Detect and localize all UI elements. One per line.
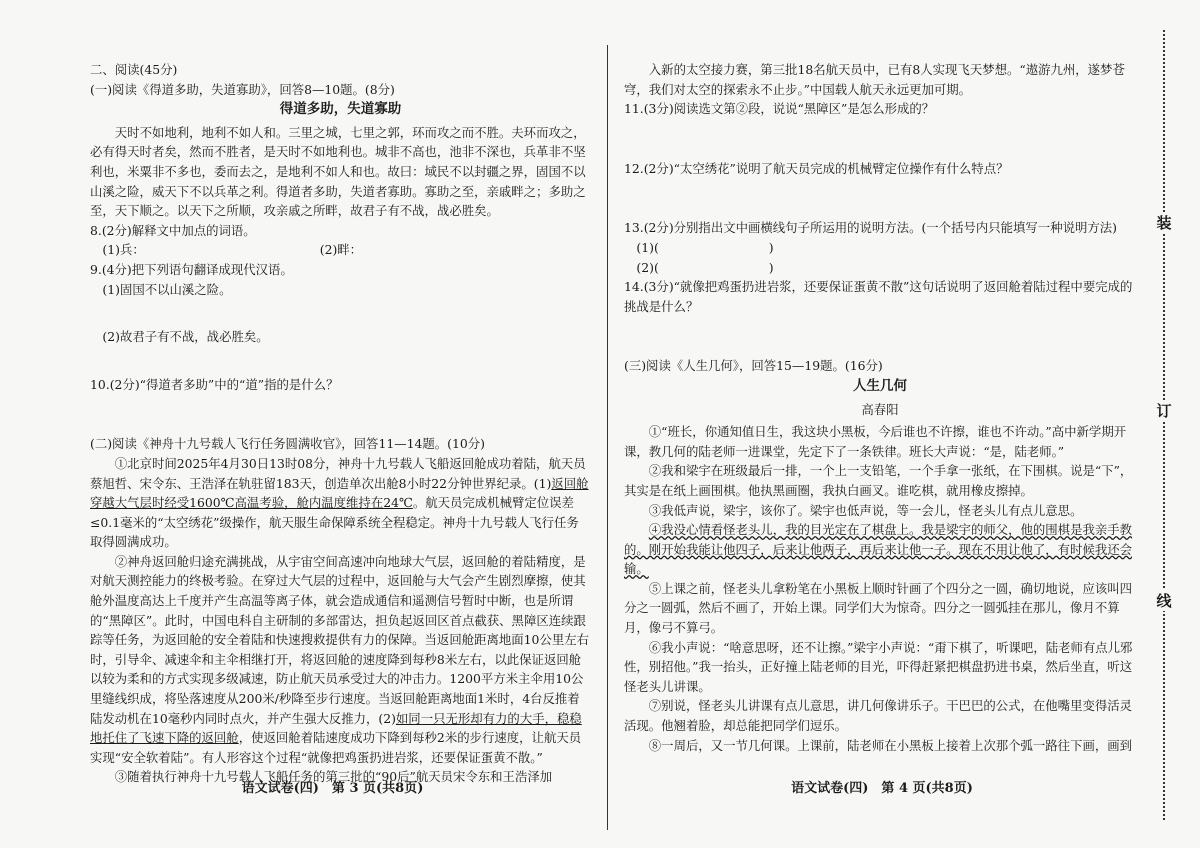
story-paragraph-4 <box>624 520 1136 579</box>
story-paragraph-7: ⑦别说，怪老头儿讲课有点儿意思，讲几何像讲乐子。干巴巴的公式，在他嘴里变得活灵活现。他翘着脸，却总能把同学们逗乐。 <box>624 698 1133 734</box>
q13-item-1: (1)( ) <box>636 239 774 255</box>
question-12: 12.(2分)“太空绣花”说明了航天员完成的机械臂定位操作有什么特点？ <box>624 160 1009 176</box>
section-title: 二、阅读(45分) <box>90 62 178 77</box>
q9-item-1: (1)固国不以山溪之险。 <box>102 281 232 297</box>
part2-header: (二)阅读《神舟十九号载人飞行任务圆满收官》，回答11—14题。(10分) <box>90 436 485 452</box>
story-paragraph-2: ②我和梁宇在班级最后一排，一个上一支铅笔，一个手拿一张纸，在下围棋。说是“下”，其实是在纸上画围棋。他执黑画圈，我执白画叉。谁吃棋，就用橡皮擦掉。 <box>624 463 1133 498</box>
story-paragraph-8: ⑧一周后，又一节几何课。上课前，陆老师在小黑板上接着上次那个弧一路往下画，画到 <box>648 737 1133 753</box>
story-paragraph-6: ⑥我小声说：“啥意思呀，还不让擦。”梁宇小声说：“甭下棋了，听课吧，陆老师有点儿邪性，别招他。”我一抬头，正好撞上陆老师的目光，吓得赶紧把棋盘扔进书桌，然后坐直，听这怪老头儿讲课。 <box>624 639 1133 694</box>
text1-paragraph: 天时不如地利，地利不如人和。三里之城，七里之郭，环而攻之而不胜。夫环而攻之，必有得天时者矣，然而不胜者，是天时不如地利也。城非不高也，池非不深也，兵革非不坚利也，米粟非不多也，委而去之，是地利不如人和也。故曰：域民不以封疆之界，固国不以山溪之险，威天下不以兵革之利。得道者多助，失道者寡助。寡助之至，亲戚畔之；多助之至，天下顺之。以天下之所顺，攻亲戚之所畔，故君子有不战，战必胜矣。 <box>90 124 586 219</box>
page-3-footer: 语文试卷(四) 第 3 页(共8页) <box>241 781 424 796</box>
text3-title: 人生几何 <box>853 377 907 394</box>
underlined-sentence-1: 返回舱穿越大气层时经受1600℃高温考验，舱内温度维持在24℃ <box>90 475 589 511</box>
part3-header: (三)阅读《人生几何》，回答15—19题。(16分) <box>624 358 883 374</box>
binding-label-ding: 订 <box>1153 400 1175 421</box>
q13-item-2: (2)( ) <box>636 259 774 275</box>
paragraph-3: ③随着执行神舟十九号载人飞船任务的第三批的“90后”航天员宋令东和王浩泽加 <box>114 769 553 785</box>
question-13: 13.(2分)分别指出文中画横线句子所运用的说明方法。(一个括号内只能填写一种说明方法) <box>624 220 1117 236</box>
question-10: 10.(2分)“得道者多助”中的“道”指的是什么？ <box>90 376 339 392</box>
story-paragraph-3: ③我低声说，梁宇，该你了。梁宇也低声说，等一会儿，怪老头儿有点儿意思。 <box>648 502 1083 518</box>
question-11: 11.(3分)阅读选文第②段，说说“黑障区”是怎么形成的？ <box>624 101 935 117</box>
text3-author: 高春阳 <box>861 401 899 417</box>
question-8: 8.(2分)解释文中加点的词语。 <box>90 222 256 238</box>
question-9: 9.(4分)把下列语句翻译成现代汉语。 <box>90 261 293 277</box>
paragraph-1: ①北京时间2025年4月30日13时08分，神舟十九号载人飞船返回舱成功着陆，航天员蔡旭哲、宋令东、王浩泽在轨驻留183天，创造单次出舱8小时22分钟世界纪录。(1)返回舱穿越大气层时经受1600℃高温考验，舱内温度维持在24℃。航天员完成机械臂定位误差≤0.1毫米的“太空绣花”级操作，航天服生命保障系统全程稳定。神舟十九号载人飞行任务取得圆满成功。 <box>90 455 589 550</box>
binding-cut-line <box>1163 30 1165 820</box>
paragraph-3-continued: 入新的太空接力赛，第三批18名航天员中，已有8人实现飞天梦想。“遨游九州，遂梦苍穹，我们对太空的探索永不止步。”中国载人航天永远更加可期。 <box>624 62 1125 97</box>
binding-label-xian: 线 <box>1153 590 1175 611</box>
q8-item-1: (1)兵： <box>102 242 145 258</box>
page-4-footer: 语文试卷(四) 第 4 页(共8页) <box>791 781 973 796</box>
q9-item-2: (2)故君子有不战，战必胜矣。 <box>102 329 269 345</box>
part1-header: (一)阅读《得道多助，失道寡助》，回答8—10题。(8分) <box>90 81 395 97</box>
page-4 <box>612 0 1152 848</box>
paragraph-2: ②神舟返回舱归途充满挑战，从宇宙空间高速冲向地球大气层，返回舱的着陆精度，是对航天测控能力的终极考验。在穿过大气层的过程中，返回舱与大气会产生剧烈摩擦，使其舱外温度高达上千度并产生高温等离子体，就会造成通信和遥测信号暂时中断，也是所谓的“黑障区”。此时，中国电科自主研制的多部雷达，担负起返回区首点截获、黑障区连续跟踪等任务，为返回舱的安全着陆和快速搜救提供有力的保障。当返回舱距离地面10公里左右时，引导伞、减速伞和主伞相继打开，将返回舱的速度降到每秒8米左右，以此保证返回舱以较为柔和的方式实现多级减速，防止航天员承受过大的冲击力。1200平方米主伞用10公里缝线织成，将坠落速度从200米/秒降至步行速度。当返回舱距离地面1米时，4台反推着陆发动机在10毫秒内同时点火，并产生强大反推力，(2)如同一只无形却有力的大手，稳稳地托住了飞速下降的返回舱，使返回舱着陆速度成功下降到每秒2米的步行速度，让航天员实现“安全软着陆”。有人形容这个过程“就像把鸡蛋扔进岩浆，还要保证蛋黄不散。” <box>90 553 590 765</box>
text1-title: 得道多助，失道寡助 <box>279 101 402 118</box>
story-paragraph-5: ⑤上课之前，怪老头儿拿粉笔在小黑板上顺时针画了个四分之一圆，确切地说，应该叫四分之一圆弧，然后不画了，开始上课。同学们大为惊奇。四分之一圆弧挂在那儿，像月不算月，像弓不算弓。 <box>624 580 1133 636</box>
underlined-sentence-2: 如同一只无形却有力的大手，稳稳地托住了飞速下降的返回舱 <box>90 710 582 746</box>
page-divider <box>607 45 608 830</box>
story-paragraph-1: ①“班长，你通知值日生，我这块小黑板，今后谁也不许擦，谁也不许动。”高中新学期开课，教几何的陆老师一进课堂，先定下了一条铁律。班长大声说：“是，陆老师。” <box>624 424 1127 459</box>
q8-item-2: (2)畔： <box>319 242 363 258</box>
question-8-items <box>90 240 591 260</box>
question-14: 14.(3分)“就像把鸡蛋扔进岩浆，还要保证蛋黄不散”这句话说明了返回舱着陆过程中要完成的挑战是什么？ <box>624 279 1133 314</box>
binding-label-zhuang: 装 <box>1153 212 1175 233</box>
wavy-underlined-passage: ④我没心情看怪老头儿，我的目光定在了棋盘上。我是梁宇的师父，他的围棋是我亲手教的。刚开始我能让他四子，后来让他两子，再后来让他一子。现在不用让他了，有时候我还会输。 <box>624 522 1133 577</box>
